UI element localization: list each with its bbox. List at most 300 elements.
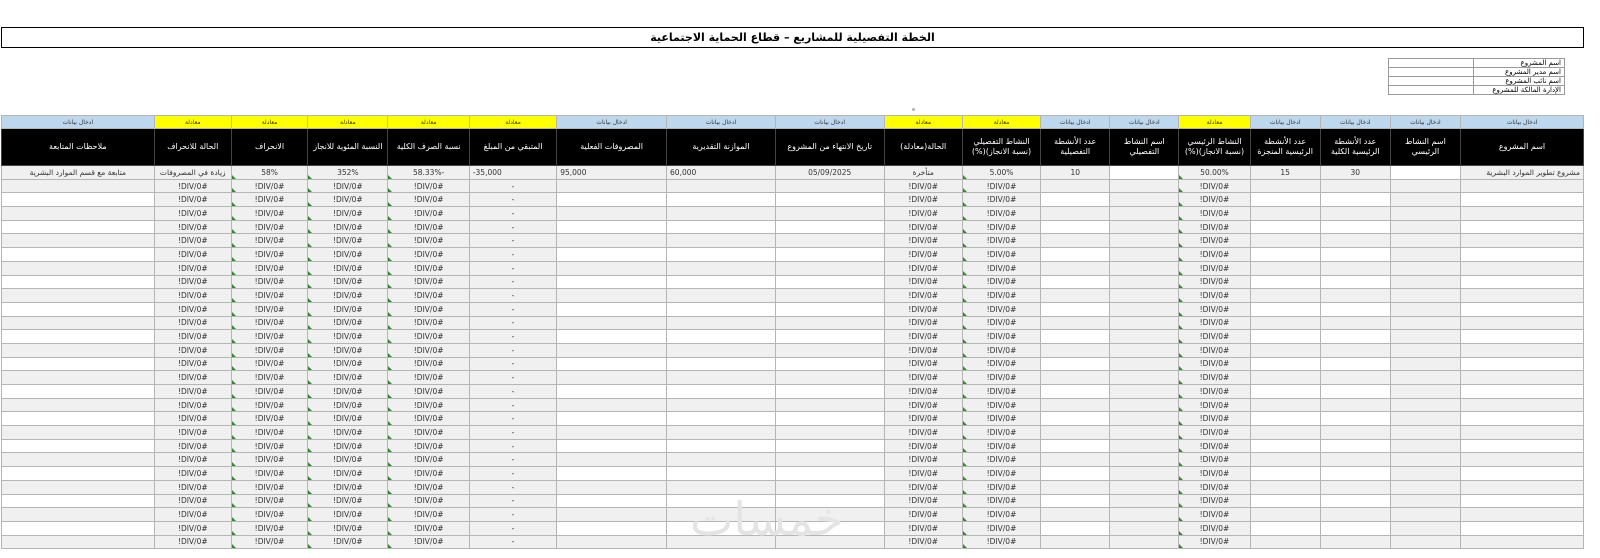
data-cell[interactable]: #DIV/0! bbox=[962, 330, 1040, 344]
data-cell[interactable] bbox=[1460, 207, 1583, 221]
column-header[interactable]: الانحراف bbox=[231, 129, 307, 166]
data-cell[interactable]: 95,000 bbox=[557, 166, 667, 180]
data-cell[interactable] bbox=[1390, 330, 1460, 344]
data-cell[interactable] bbox=[667, 330, 776, 344]
data-cell[interactable]: #DIV/0! bbox=[884, 494, 962, 508]
data-cell[interactable] bbox=[1041, 316, 1110, 330]
data-cell[interactable]: #DIV/0! bbox=[1179, 535, 1250, 549]
data-cell[interactable] bbox=[1250, 289, 1320, 303]
data-cell[interactable]: #DIV/0! bbox=[231, 467, 307, 481]
data-cell[interactable]: #DIV/0! bbox=[884, 343, 962, 357]
data-cell[interactable] bbox=[1320, 357, 1390, 371]
data-cell[interactable]: #DIV/0! bbox=[388, 535, 469, 549]
data-cell[interactable] bbox=[1110, 234, 1179, 248]
data-cell[interactable] bbox=[1320, 302, 1390, 316]
data-cell[interactable] bbox=[557, 385, 667, 399]
data-cell[interactable]: 5.00% bbox=[962, 166, 1040, 180]
data-cell[interactable]: #DIV/0! bbox=[231, 385, 307, 399]
data-cell[interactable]: #DIV/0! bbox=[884, 467, 962, 481]
column-header[interactable]: المصروفات الفعلية bbox=[557, 129, 667, 166]
info-value-cell[interactable] bbox=[1389, 77, 1474, 86]
data-cell[interactable]: #DIV/0! bbox=[884, 480, 962, 494]
data-cell[interactable] bbox=[1250, 426, 1320, 440]
data-cell[interactable]: #DIV/0! bbox=[308, 426, 388, 440]
data-cell[interactable]: #DIV/0! bbox=[231, 535, 307, 549]
data-cell[interactable] bbox=[1041, 426, 1110, 440]
data-cell[interactable] bbox=[1460, 302, 1583, 316]
data-cell[interactable]: #DIV/0! bbox=[154, 289, 231, 303]
data-cell[interactable] bbox=[1390, 494, 1460, 508]
data-cell[interactable]: #DIV/0! bbox=[308, 207, 388, 221]
data-cell[interactable] bbox=[1041, 467, 1110, 481]
data-cell[interactable]: #DIV/0! bbox=[154, 248, 231, 262]
data-cell[interactable]: #DIV/0! bbox=[962, 439, 1040, 453]
data-cell[interactable]: #DIV/0! bbox=[1179, 316, 1250, 330]
data-cell[interactable]: #DIV/0! bbox=[308, 508, 388, 522]
data-cell[interactable] bbox=[775, 398, 884, 412]
data-cell[interactable]: #DIV/0! bbox=[308, 521, 388, 535]
data-cell[interactable] bbox=[1320, 398, 1390, 412]
data-cell[interactable]: #DIV/0! bbox=[231, 521, 307, 535]
data-cell[interactable] bbox=[1460, 494, 1583, 508]
data-cell[interactable] bbox=[1320, 371, 1390, 385]
data-cell[interactable] bbox=[557, 207, 667, 221]
data-cell[interactable]: #DIV/0! bbox=[884, 234, 962, 248]
data-cell[interactable] bbox=[775, 385, 884, 399]
data-cell[interactable] bbox=[557, 521, 667, 535]
data-cell[interactable] bbox=[1320, 248, 1390, 262]
data-cell[interactable] bbox=[557, 426, 667, 440]
data-cell[interactable] bbox=[1041, 343, 1110, 357]
data-cell[interactable]: #DIV/0! bbox=[308, 439, 388, 453]
data-cell[interactable] bbox=[1460, 179, 1583, 193]
data-cell[interactable] bbox=[775, 261, 884, 275]
data-cell[interactable]: #DIV/0! bbox=[154, 398, 231, 412]
data-cell[interactable] bbox=[2, 275, 155, 289]
data-cell[interactable] bbox=[1110, 343, 1179, 357]
data-cell[interactable]: #DIV/0! bbox=[884, 275, 962, 289]
data-cell[interactable] bbox=[1320, 275, 1390, 289]
data-cell[interactable] bbox=[1320, 385, 1390, 399]
data-cell[interactable]: - bbox=[469, 357, 556, 371]
data-cell[interactable]: #DIV/0! bbox=[154, 412, 231, 426]
data-cell[interactable] bbox=[1110, 261, 1179, 275]
data-cell[interactable]: #DIV/0! bbox=[884, 179, 962, 193]
data-cell[interactable] bbox=[667, 480, 776, 494]
data-cell[interactable]: #DIV/0! bbox=[154, 426, 231, 440]
data-cell[interactable]: #DIV/0! bbox=[308, 412, 388, 426]
data-cell[interactable] bbox=[1250, 439, 1320, 453]
data-cell[interactable] bbox=[1110, 439, 1179, 453]
data-cell[interactable]: - bbox=[469, 330, 556, 344]
data-cell[interactable] bbox=[667, 412, 776, 426]
data-cell[interactable]: #DIV/0! bbox=[962, 289, 1040, 303]
data-cell[interactable]: #DIV/0! bbox=[231, 261, 307, 275]
data-cell[interactable] bbox=[1390, 357, 1460, 371]
data-cell[interactable] bbox=[1460, 521, 1583, 535]
data-cell[interactable]: #DIV/0! bbox=[154, 535, 231, 549]
data-cell[interactable]: #DIV/0! bbox=[1179, 357, 1250, 371]
data-cell[interactable] bbox=[557, 467, 667, 481]
data-cell[interactable]: #DIV/0! bbox=[154, 193, 231, 207]
data-cell[interactable]: #DIV/0! bbox=[962, 357, 1040, 371]
data-cell[interactable]: #DIV/0! bbox=[154, 275, 231, 289]
data-cell[interactable]: #DIV/0! bbox=[388, 343, 469, 357]
data-cell[interactable]: #DIV/0! bbox=[388, 385, 469, 399]
data-cell[interactable]: #DIV/0! bbox=[154, 453, 231, 467]
data-cell[interactable] bbox=[1390, 248, 1460, 262]
column-header[interactable]: عدد الأنشطة التفصيلية bbox=[1041, 129, 1110, 166]
data-cell[interactable]: 58% bbox=[231, 166, 307, 180]
data-cell[interactable]: #DIV/0! bbox=[884, 398, 962, 412]
column-header[interactable]: عدد الأنشطة الرئيسية المنجزة bbox=[1250, 129, 1320, 166]
data-cell[interactable]: #DIV/0! bbox=[231, 330, 307, 344]
data-cell[interactable] bbox=[1041, 439, 1110, 453]
data-cell[interactable] bbox=[1320, 439, 1390, 453]
data-cell[interactable] bbox=[1390, 439, 1460, 453]
data-cell[interactable] bbox=[1041, 453, 1110, 467]
data-cell[interactable] bbox=[1320, 494, 1390, 508]
data-cell[interactable] bbox=[1110, 275, 1179, 289]
data-cell[interactable]: #DIV/0! bbox=[962, 426, 1040, 440]
data-cell[interactable]: #DIV/0! bbox=[154, 494, 231, 508]
data-cell[interactable] bbox=[1390, 302, 1460, 316]
data-cell[interactable] bbox=[1110, 193, 1179, 207]
data-cell[interactable]: - bbox=[469, 248, 556, 262]
data-cell[interactable] bbox=[1320, 330, 1390, 344]
data-cell[interactable]: #DIV/0! bbox=[231, 302, 307, 316]
data-cell[interactable] bbox=[2, 521, 155, 535]
data-cell[interactable] bbox=[2, 412, 155, 426]
data-cell[interactable] bbox=[557, 330, 667, 344]
data-cell[interactable] bbox=[1110, 207, 1179, 221]
column-header[interactable]: ملاحظات المتابعة bbox=[2, 129, 155, 166]
data-cell[interactable]: #DIV/0! bbox=[388, 289, 469, 303]
data-cell[interactable]: #DIV/0! bbox=[231, 398, 307, 412]
data-cell[interactable] bbox=[557, 494, 667, 508]
data-cell[interactable]: #DIV/0! bbox=[962, 521, 1040, 535]
data-cell[interactable]: #DIV/0! bbox=[308, 398, 388, 412]
data-cell[interactable]: #DIV/0! bbox=[308, 357, 388, 371]
data-cell[interactable]: #DIV/0! bbox=[962, 467, 1040, 481]
data-cell[interactable]: #DIV/0! bbox=[308, 302, 388, 316]
data-cell[interactable]: #DIV/0! bbox=[962, 193, 1040, 207]
data-cell[interactable] bbox=[557, 193, 667, 207]
data-cell[interactable]: #DIV/0! bbox=[388, 193, 469, 207]
data-cell[interactable] bbox=[1320, 289, 1390, 303]
data-cell[interactable]: #DIV/0! bbox=[388, 426, 469, 440]
data-cell[interactable] bbox=[1041, 385, 1110, 399]
data-cell[interactable]: #DIV/0! bbox=[884, 207, 962, 221]
data-cell[interactable] bbox=[1320, 220, 1390, 234]
data-cell[interactable]: #DIV/0! bbox=[154, 302, 231, 316]
data-cell[interactable]: #DIV/0! bbox=[1179, 508, 1250, 522]
data-cell[interactable] bbox=[557, 398, 667, 412]
data-cell[interactable] bbox=[557, 357, 667, 371]
data-cell[interactable] bbox=[1250, 261, 1320, 275]
data-cell[interactable]: #DIV/0! bbox=[1179, 385, 1250, 399]
data-cell[interactable] bbox=[1110, 248, 1179, 262]
data-cell[interactable] bbox=[557, 302, 667, 316]
data-cell[interactable] bbox=[1390, 453, 1460, 467]
data-cell[interactable]: 30 bbox=[1320, 166, 1390, 180]
data-cell[interactable] bbox=[1390, 207, 1460, 221]
data-cell[interactable] bbox=[1460, 508, 1583, 522]
data-cell[interactable] bbox=[667, 316, 776, 330]
data-cell[interactable]: - bbox=[469, 179, 556, 193]
data-cell[interactable] bbox=[2, 289, 155, 303]
data-cell[interactable] bbox=[1460, 357, 1583, 371]
data-cell[interactable] bbox=[1320, 467, 1390, 481]
data-cell[interactable] bbox=[2, 357, 155, 371]
data-cell[interactable] bbox=[1320, 535, 1390, 549]
data-cell[interactable]: #DIV/0! bbox=[962, 302, 1040, 316]
data-cell[interactable] bbox=[667, 453, 776, 467]
data-cell[interactable] bbox=[667, 371, 776, 385]
data-cell[interactable]: #DIV/0! bbox=[154, 207, 231, 221]
data-cell[interactable]: #DIV/0! bbox=[308, 535, 388, 549]
data-cell[interactable] bbox=[557, 316, 667, 330]
data-cell[interactable] bbox=[775, 453, 884, 467]
data-cell[interactable]: #DIV/0! bbox=[231, 371, 307, 385]
data-cell[interactable]: #DIV/0! bbox=[884, 453, 962, 467]
data-cell[interactable] bbox=[1250, 480, 1320, 494]
data-cell[interactable]: #DIV/0! bbox=[962, 480, 1040, 494]
data-cell[interactable] bbox=[1390, 316, 1460, 330]
data-cell[interactable] bbox=[1110, 316, 1179, 330]
data-cell[interactable] bbox=[1390, 166, 1460, 180]
data-cell[interactable] bbox=[1390, 508, 1460, 522]
data-cell[interactable] bbox=[1460, 330, 1583, 344]
data-cell[interactable]: #DIV/0! bbox=[884, 261, 962, 275]
data-cell[interactable] bbox=[1320, 193, 1390, 207]
data-cell[interactable]: #DIV/0! bbox=[154, 261, 231, 275]
data-cell[interactable] bbox=[2, 453, 155, 467]
data-cell[interactable] bbox=[775, 275, 884, 289]
data-cell[interactable] bbox=[1041, 480, 1110, 494]
data-cell[interactable]: #DIV/0! bbox=[962, 494, 1040, 508]
column-header[interactable]: الموازنة التقديرية bbox=[667, 129, 776, 166]
data-cell[interactable] bbox=[1250, 398, 1320, 412]
data-cell[interactable] bbox=[667, 234, 776, 248]
data-cell[interactable]: #DIV/0! bbox=[388, 275, 469, 289]
data-cell[interactable] bbox=[1250, 234, 1320, 248]
data-cell[interactable] bbox=[557, 439, 667, 453]
data-cell[interactable] bbox=[1320, 453, 1390, 467]
column-header[interactable]: اسم النشاط التفصيلي bbox=[1110, 129, 1179, 166]
data-cell[interactable] bbox=[667, 220, 776, 234]
data-cell[interactable]: #DIV/0! bbox=[154, 220, 231, 234]
data-cell[interactable] bbox=[1110, 426, 1179, 440]
data-cell[interactable] bbox=[557, 248, 667, 262]
data-cell[interactable] bbox=[1390, 535, 1460, 549]
data-cell[interactable] bbox=[2, 480, 155, 494]
data-cell[interactable]: - bbox=[469, 412, 556, 426]
data-cell[interactable]: #DIV/0! bbox=[308, 193, 388, 207]
data-cell[interactable]: #DIV/0! bbox=[1179, 398, 1250, 412]
data-cell[interactable]: #DIV/0! bbox=[962, 412, 1040, 426]
data-cell[interactable]: - bbox=[469, 302, 556, 316]
data-cell[interactable] bbox=[1460, 385, 1583, 399]
data-cell[interactable]: #DIV/0! bbox=[388, 261, 469, 275]
data-cell[interactable]: #DIV/0! bbox=[154, 316, 231, 330]
data-cell[interactable]: #DIV/0! bbox=[962, 207, 1040, 221]
data-cell[interactable] bbox=[1110, 220, 1179, 234]
data-cell[interactable]: #DIV/0! bbox=[1179, 467, 1250, 481]
data-cell[interactable]: #DIV/0! bbox=[1179, 453, 1250, 467]
data-cell[interactable]: #DIV/0! bbox=[231, 275, 307, 289]
data-cell[interactable] bbox=[1041, 289, 1110, 303]
data-cell[interactable]: - bbox=[469, 494, 556, 508]
data-cell[interactable] bbox=[1390, 426, 1460, 440]
data-cell[interactable]: #DIV/0! bbox=[884, 371, 962, 385]
data-cell[interactable] bbox=[1110, 494, 1179, 508]
data-cell[interactable] bbox=[1041, 234, 1110, 248]
data-cell[interactable]: #DIV/0! bbox=[308, 248, 388, 262]
data-cell[interactable] bbox=[2, 439, 155, 453]
data-cell[interactable]: #DIV/0! bbox=[962, 535, 1040, 549]
data-cell[interactable]: - bbox=[469, 439, 556, 453]
data-cell[interactable]: #DIV/0! bbox=[308, 220, 388, 234]
data-cell[interactable]: #DIV/0! bbox=[231, 439, 307, 453]
data-cell[interactable]: #DIV/0! bbox=[884, 357, 962, 371]
data-cell[interactable]: #DIV/0! bbox=[962, 220, 1040, 234]
data-cell[interactable] bbox=[1110, 398, 1179, 412]
data-cell[interactable] bbox=[2, 207, 155, 221]
data-cell[interactable] bbox=[1390, 343, 1460, 357]
data-cell[interactable]: #DIV/0! bbox=[1179, 193, 1250, 207]
data-cell[interactable]: #DIV/0! bbox=[231, 480, 307, 494]
data-cell[interactable]: 352% bbox=[308, 166, 388, 180]
data-cell[interactable] bbox=[667, 385, 776, 399]
data-cell[interactable]: #DIV/0! bbox=[231, 179, 307, 193]
data-cell[interactable] bbox=[667, 289, 776, 303]
data-cell[interactable] bbox=[1460, 343, 1583, 357]
data-cell[interactable] bbox=[2, 535, 155, 549]
data-cell[interactable]: #DIV/0! bbox=[388, 412, 469, 426]
data-cell[interactable] bbox=[1110, 508, 1179, 522]
data-cell[interactable]: - bbox=[469, 207, 556, 221]
data-cell[interactable] bbox=[1460, 220, 1583, 234]
data-cell[interactable] bbox=[1320, 234, 1390, 248]
data-cell[interactable] bbox=[1460, 439, 1583, 453]
data-cell[interactable] bbox=[667, 439, 776, 453]
data-cell[interactable] bbox=[2, 261, 155, 275]
data-cell[interactable] bbox=[667, 343, 776, 357]
data-cell[interactable] bbox=[1250, 193, 1320, 207]
data-cell[interactable]: #DIV/0! bbox=[388, 480, 469, 494]
data-cell[interactable] bbox=[557, 275, 667, 289]
data-cell[interactable]: #DIV/0! bbox=[1179, 207, 1250, 221]
data-cell[interactable]: - bbox=[469, 220, 556, 234]
data-cell[interactable] bbox=[1110, 535, 1179, 549]
data-cell[interactable] bbox=[1250, 453, 1320, 467]
data-cell[interactable] bbox=[1320, 261, 1390, 275]
column-header[interactable]: النشاط التفصيلي (نسبة الانجاز)(%) bbox=[962, 129, 1040, 166]
data-cell[interactable]: #DIV/0! bbox=[1179, 480, 1250, 494]
data-cell[interactable] bbox=[1110, 453, 1179, 467]
data-cell[interactable] bbox=[1460, 535, 1583, 549]
data-cell[interactable]: #DIV/0! bbox=[308, 330, 388, 344]
data-cell[interactable]: #DIV/0! bbox=[962, 261, 1040, 275]
data-cell[interactable] bbox=[1041, 521, 1110, 535]
data-cell[interactable]: #DIV/0! bbox=[1179, 412, 1250, 426]
column-header[interactable]: المتبقي من المبلغ bbox=[469, 129, 556, 166]
data-cell[interactable] bbox=[775, 357, 884, 371]
data-cell[interactable]: #DIV/0! bbox=[231, 412, 307, 426]
data-cell[interactable]: #DIV/0! bbox=[1179, 330, 1250, 344]
data-cell[interactable] bbox=[1110, 357, 1179, 371]
data-cell[interactable]: #DIV/0! bbox=[388, 357, 469, 371]
data-cell[interactable] bbox=[2, 330, 155, 344]
data-cell[interactable]: #DIV/0! bbox=[884, 426, 962, 440]
data-cell[interactable] bbox=[1320, 426, 1390, 440]
data-cell[interactable]: #DIV/0! bbox=[1179, 248, 1250, 262]
data-cell[interactable]: #DIV/0! bbox=[962, 398, 1040, 412]
column-header[interactable]: عدد الأنشطة الرئيسية الكلية bbox=[1320, 129, 1390, 166]
data-cell[interactable] bbox=[1110, 521, 1179, 535]
data-cell[interactable]: - bbox=[469, 316, 556, 330]
data-cell[interactable]: #DIV/0! bbox=[884, 535, 962, 549]
data-cell[interactable]: #DIV/0! bbox=[154, 508, 231, 522]
data-cell[interactable] bbox=[1460, 289, 1583, 303]
data-cell[interactable] bbox=[1320, 343, 1390, 357]
data-cell[interactable] bbox=[1041, 357, 1110, 371]
data-cell[interactable] bbox=[557, 234, 667, 248]
data-cell[interactable] bbox=[1250, 508, 1320, 522]
data-cell[interactable]: متابعة مع قسم الموارد البشرية bbox=[2, 166, 155, 180]
data-cell[interactable]: #DIV/0! bbox=[962, 316, 1040, 330]
data-cell[interactable] bbox=[775, 193, 884, 207]
data-cell[interactable] bbox=[1320, 412, 1390, 426]
data-cell[interactable] bbox=[775, 439, 884, 453]
data-cell[interactable] bbox=[2, 467, 155, 481]
data-cell[interactable] bbox=[667, 302, 776, 316]
data-cell[interactable]: #DIV/0! bbox=[1179, 220, 1250, 234]
data-cell[interactable]: #DIV/0! bbox=[962, 179, 1040, 193]
data-cell[interactable]: #DIV/0! bbox=[1179, 261, 1250, 275]
data-cell[interactable] bbox=[1250, 357, 1320, 371]
data-cell[interactable] bbox=[667, 357, 776, 371]
data-cell[interactable] bbox=[1320, 480, 1390, 494]
column-header[interactable]: الحالة للانحراف bbox=[154, 129, 231, 166]
data-cell[interactable] bbox=[1250, 220, 1320, 234]
data-cell[interactable] bbox=[1041, 508, 1110, 522]
data-cell[interactable]: #DIV/0! bbox=[308, 316, 388, 330]
data-cell[interactable]: #DIV/0! bbox=[388, 494, 469, 508]
data-cell[interactable] bbox=[1460, 467, 1583, 481]
data-cell[interactable]: - bbox=[469, 261, 556, 275]
data-cell[interactable] bbox=[667, 261, 776, 275]
data-cell[interactable] bbox=[1110, 289, 1179, 303]
data-cell[interactable] bbox=[1110, 371, 1179, 385]
data-cell[interactable]: #DIV/0! bbox=[308, 261, 388, 275]
data-cell[interactable] bbox=[1390, 261, 1460, 275]
data-cell[interactable]: #DIV/0! bbox=[231, 289, 307, 303]
data-cell[interactable] bbox=[1110, 330, 1179, 344]
data-cell[interactable] bbox=[1460, 398, 1583, 412]
data-cell[interactable] bbox=[2, 385, 155, 399]
data-cell[interactable] bbox=[667, 494, 776, 508]
data-cell[interactable] bbox=[1110, 385, 1179, 399]
data-cell[interactable]: - bbox=[469, 521, 556, 535]
data-cell[interactable]: #DIV/0! bbox=[1179, 426, 1250, 440]
data-cell[interactable] bbox=[1390, 220, 1460, 234]
data-cell[interactable] bbox=[1320, 521, 1390, 535]
data-cell[interactable] bbox=[667, 179, 776, 193]
data-cell[interactable] bbox=[1250, 535, 1320, 549]
data-cell[interactable] bbox=[1250, 275, 1320, 289]
